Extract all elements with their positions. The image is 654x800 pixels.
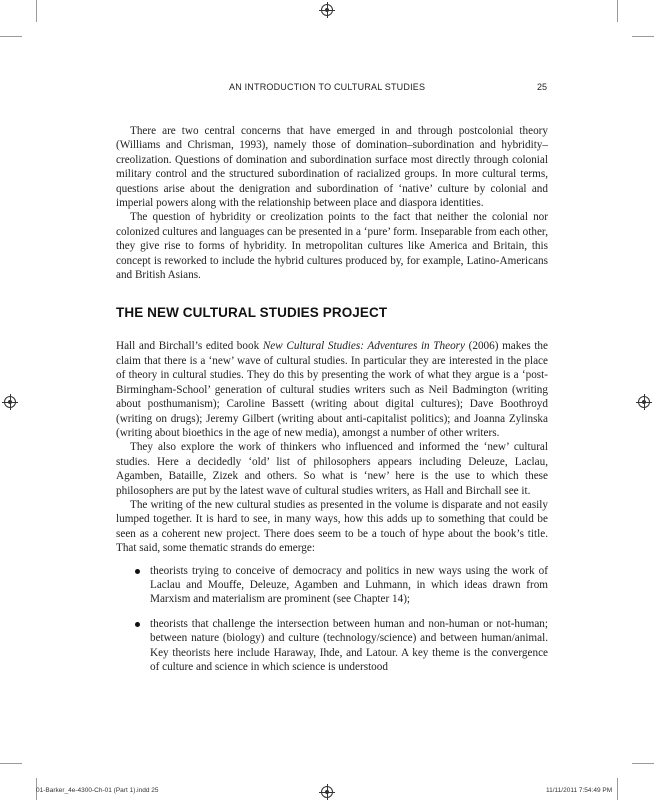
paragraph-text: (2006) makes the claim that there is a ‘new’ wave of cultural studies. In particular they are interested in the place of theory in cultural studies. They do this by presenting the work of what they argue is a ‘post-Birmingham-School’ generation of cultural studies writers such as Neil Badmington (writing about posthumanism); Caroline Bassett (writing about digital cultures); Dave Boothroyd (writing on drugs); Jeremy Gilbert (writing about anti-capitalist politics); and Joanna Zylinska (writing about bioethics in the age of new media), amongst a number of other writers. [116, 340, 548, 439]
paragraph: The question of hybridity or creolization points to the fact that neither the colonial nor colonized cultures and languages can be presented in a ‘pure’ form. Inseparable from each other, they give rise to forms of hybridity. In metropolitan cultures like America and Britain, this concept is reworked to include the hybrid cultures produced by, for example, Latino-Americans and British Asians. [116, 211, 548, 282]
section-heading: THE NEW CULTURAL STUDIES PROJECT [116, 305, 388, 321]
list-item-text: theorists trying to conceive of democracy and politics in new ways using the work of Laclau and Mouffe, Deleuze, Agamben and Luhmann, in which ideas drawn from Marxism and materialism are prominent (see Chapter 14); [150, 564, 548, 606]
page-number: 25 [537, 82, 548, 92]
list-item [116, 617, 548, 675]
crop-mark [0, 36, 22, 37]
crop-mark [36, 0, 37, 22]
paragraph: The writing of the new cultural studies as presented in the volume is disparate and not easily lumped together. It is hard to see, in many ways, how this adds up to something that could be seen as a coherent new project. There does seem to be a touch of hype about the book’s title. That said, some thematic strands do emerge: [116, 498, 548, 555]
crop-mark [0, 763, 22, 764]
running-head: AN INTRODUCTION TO CULTURAL STUDIES [229, 82, 426, 92]
bullet-list [116, 564, 548, 675]
registration-mark-icon [321, 786, 333, 798]
page-body [116, 124, 548, 684]
bullet-icon [135, 622, 140, 627]
registration-mark-icon [638, 396, 650, 408]
paragraph [116, 339, 548, 440]
registration-mark-icon [4, 396, 16, 408]
crop-mark [617, 778, 618, 800]
crop-mark [617, 0, 618, 22]
bullet-icon [135, 569, 140, 574]
date-stamp: 11/11/2011 7:54:49 PM [546, 787, 613, 794]
paragraph-text: Hall and Birchall’s edited book [116, 340, 263, 353]
crop-mark [632, 36, 654, 37]
crop-mark [632, 763, 654, 764]
registration-mark-icon [321, 4, 333, 16]
list-item [116, 564, 548, 607]
paragraph: They also explore the work of thinkers who influenced and informed the ‘new’ cultural studies. Here a decidedly ‘old’ list of philosophers appears including Deleuze, Laclau, Agamben, Bataille, Zizek and others. So what is ‘new’ here is the use to which these philosophers are put by the latest wave of cultural studies writers, as Hall and Birchall see it. [116, 441, 548, 497]
file-slug: 01-Barker_4e-4300-Ch-01 (Part 1).indd 25 [36, 787, 159, 794]
paragraph: There are two central concerns that have emerged in and through postcolonial theory (Williams and Chrisman, 1993), namely those of domination–subordination and hybridity–creolization. Questions of domination and subordination surface most directly through colonial military control and the structured subordination of racialized groups. In more cultural terms, questions arise about the denigration and subordination of ‘native’ culture by colonial and imperial powers along with the relationship between place and diaspora identities. [116, 125, 548, 210]
book-title: New Cultural Studies: Adventures in Theory [262, 340, 465, 353]
list-item-text: theorists that challenge the intersection between human and non-human or not-human; between nature (biology) and culture (technology/science) and between human/animal. Key theorists here include Haraway, Ihde, and Latour. A key theme is the convergence of culture and science in which science is understood [150, 617, 548, 673]
